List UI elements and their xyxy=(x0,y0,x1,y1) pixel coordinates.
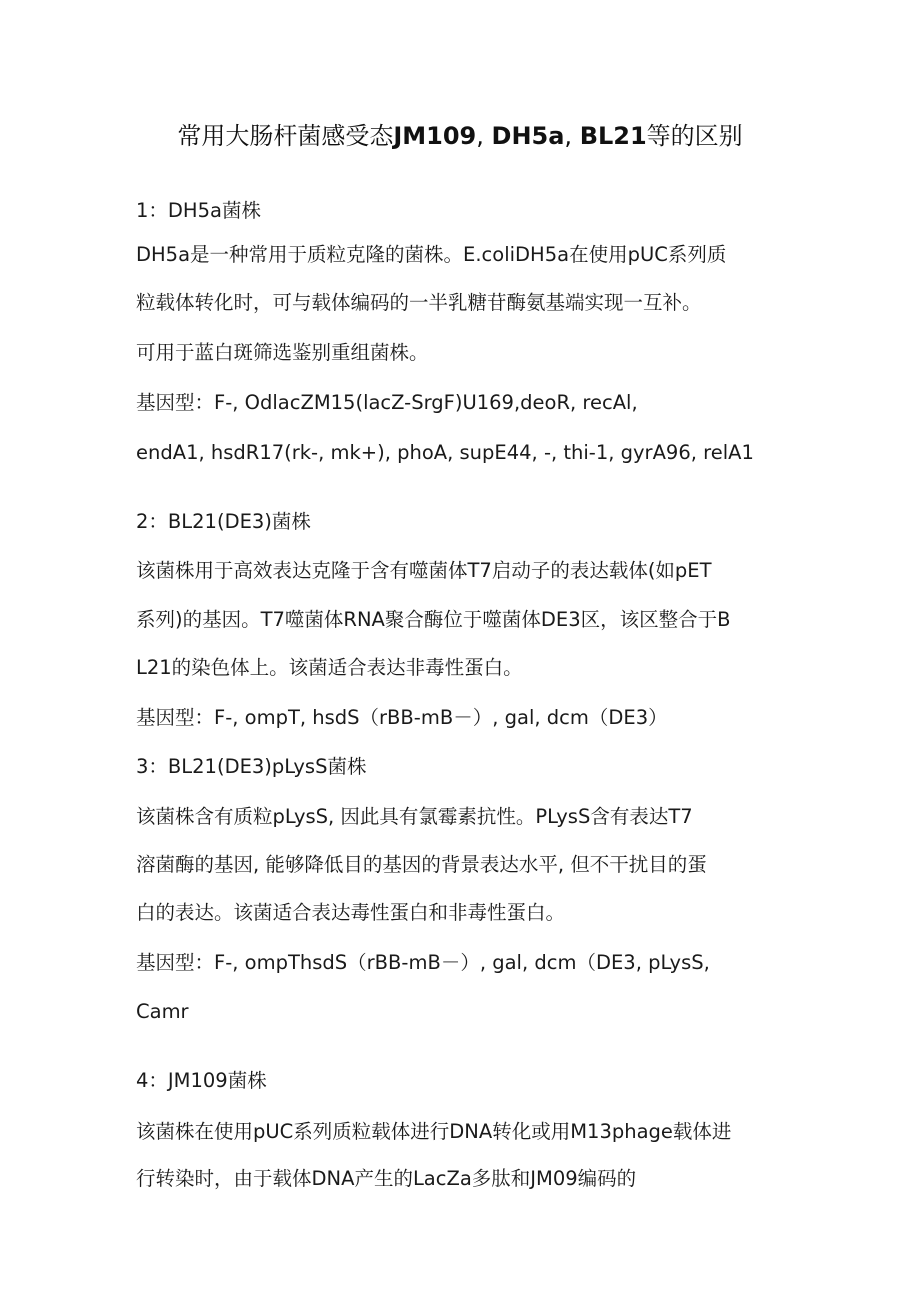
page-title xyxy=(0,118,920,154)
section-description-line: 行转染时，由于载体DNA产生的LacZa多肽和JM09编码的 xyxy=(136,1167,637,1190)
section-description-line: 该菌株含有质粒pLysS, 因此具有氯霉素抗性。PLysS含有表达T7 xyxy=(136,805,693,828)
title-strain-jm109: JM109 xyxy=(393,122,477,150)
title-suffix: 等的区别 xyxy=(646,122,743,150)
section-heading: 4：JM109菌株 xyxy=(136,1069,267,1092)
section-description-line: DH5a是一种常用于质粒克隆的菌株。E.coliDH5a在使用pUC系列质 xyxy=(136,243,727,266)
section-description-line: 可用于蓝白斑筛选鉴别重组菌株。 xyxy=(136,341,429,364)
genotype-line: Camr xyxy=(136,1000,189,1023)
genotype-line: endA1, hsdR17(rk-, mk+), phoA, supE44, -, thi-1, gyrA96, relA1 xyxy=(136,441,754,464)
title-separator: , xyxy=(564,122,580,150)
section-description-line: 系列)的基因。T7噬菌体RNA聚合酶位于噬菌体DE3区，该区整合于B xyxy=(136,608,731,631)
section-description-line: 粒载体转化时，可与载体编码的一半乳糖苷酶氨基端实现一互补。 xyxy=(136,291,702,314)
title-strain-dh5a: DH5a xyxy=(491,122,565,150)
title-separator: , xyxy=(476,122,492,150)
title-prefix: 常用大肠杆菌感受态 xyxy=(177,122,394,150)
genotype-line: 基因型：F-, ompThsdS（rBB-mB－）, gal, dcm（DE3, pLysS, xyxy=(136,951,710,974)
genotype-line: 基因型：F-, ompT, hsdS（rBB-mB－）, gal, dcm（DE3） xyxy=(136,706,668,729)
section-description-line: 该菌株在使用pUC系列质粒载体进行DNA转化或用M13phage载体进 xyxy=(136,1120,732,1143)
section-heading: 2：BL21(DE3)菌株 xyxy=(136,510,311,533)
section-description-line: 该菌株用于高效表达克隆于含有噬菌体T7启动子的表达载体(如pET xyxy=(136,559,712,582)
section-description-line: 溶菌酶的基因, 能够降低目的基因的背景表达水平, 但不干扰目的蛋 xyxy=(136,853,707,876)
section-heading: 3：BL21(DE3)pLysS菌株 xyxy=(136,755,367,778)
genotype-line: 基因型：F-, OdlacZM15(lacZ-SrgF)U169,deoR, recAl, xyxy=(136,391,638,414)
section-description-line: L21的染色体上。该菌适合表达非毒性蛋白。 xyxy=(136,656,523,679)
section-heading: 1：DH5a菌株 xyxy=(136,199,261,222)
title-strain-bl21: BL21 xyxy=(579,122,647,150)
section-description-line: 白的表达。该菌适合表达毒性蛋白和非毒性蛋白。 xyxy=(136,901,566,924)
